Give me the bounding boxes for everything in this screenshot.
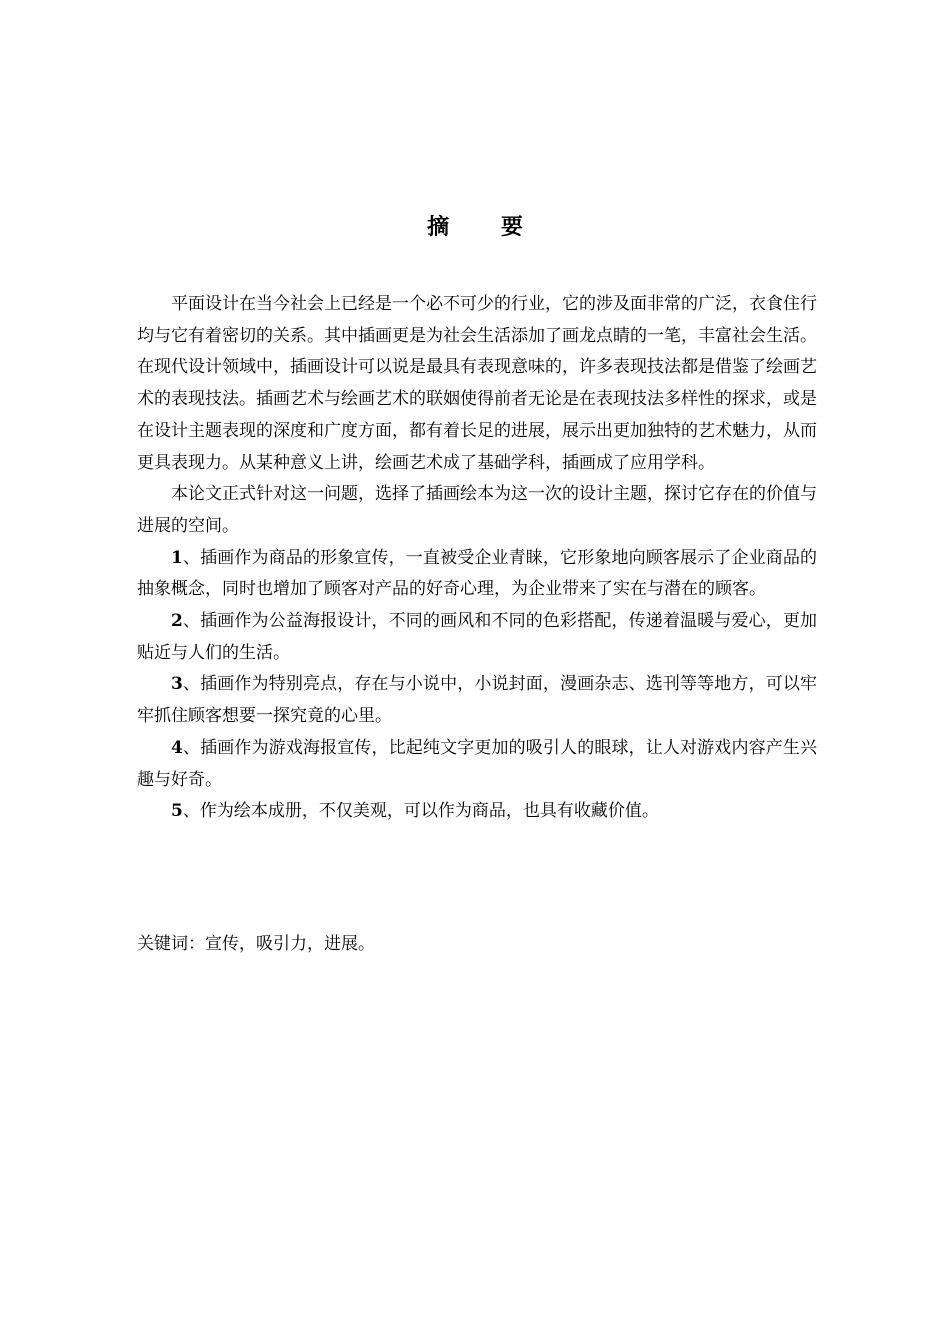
list-item xyxy=(137,733,817,796)
list-item-separator: 、 xyxy=(182,547,201,568)
list-item xyxy=(137,543,817,606)
abstract-paragraph-1: 平面设计在当今社会上已经是一个必不可少的行业，它的涉及面非常的广泛，衣食住行均与它有着密切的关系。其中插画更是为社会生活添加了画龙点睛的一笔，丰富社会生活。在现代设计领域中，插画设计可以说是最具有表现意味的，许多表现技法都是借鉴了绘画艺术的表现技法。插画艺术与绘画艺术的联姻使得前者无论是在表现技法多样性的探求，或是在设计主题表现的深度和广度方面，都有着长足的进展，展示出更加独特的艺术魅力，从而更具表现力。从某种意义上讲，绘画艺术成了基础学科，插画成了应用学科。 xyxy=(137,294,817,473)
keywords-line: 关键词：宣传，吸引力，进展。 xyxy=(137,934,375,954)
list-item-separator: 、 xyxy=(182,801,200,822)
list-item-text: 作为绘本成册，不仅美观，可以作为商品，也具有收藏价值。 xyxy=(199,801,659,822)
list-item-number: 4 xyxy=(171,737,183,758)
list-item-separator: 、 xyxy=(182,611,201,632)
list-item-text: 插画作为游戏海报宣传，比起纯文字更加的吸引人的眼球，让人对游戏内容产生兴趣与好奇。 xyxy=(137,737,818,790)
list-item-number: 1 xyxy=(171,547,183,568)
abstract-body xyxy=(137,289,817,828)
list-item-number: 5 xyxy=(171,801,183,822)
list-item xyxy=(137,796,817,828)
abstract-title: 摘 要 xyxy=(427,214,545,240)
list-item-separator: 、 xyxy=(182,737,201,758)
list-item xyxy=(137,606,817,669)
list-item-text: 插画作为公益海报设计，不同的画风和不同的色彩搭配，传递着温暖与爱心，更加贴近与人们的生活。 xyxy=(137,611,818,663)
abstract-paragraph-2: 本论文正式针对这一问题，选择了插画绘本为这一次的设计主题，探讨它存在的价值与进展的空间。 xyxy=(137,484,817,536)
list-item xyxy=(137,669,817,732)
list-item-number: 2 xyxy=(171,611,183,632)
list-item-text: 插画作为商品的形象宣传，一直被受企业青睐，它形象地向顾客展示了企业商品的抽象概念，同时也增加了顾客对产品的好奇心理，为企业带来了实在与潜在的顾客。 xyxy=(137,547,818,600)
list-item-number: 3 xyxy=(171,674,183,695)
list-item-text: 插画作为特别亮点，存在与小说中，小说封面，漫画杂志、选刊等等地方，可以牢牢抓住顾客想要一探究竟的心里。 xyxy=(137,674,818,727)
list-item-separator: 、 xyxy=(182,674,201,695)
